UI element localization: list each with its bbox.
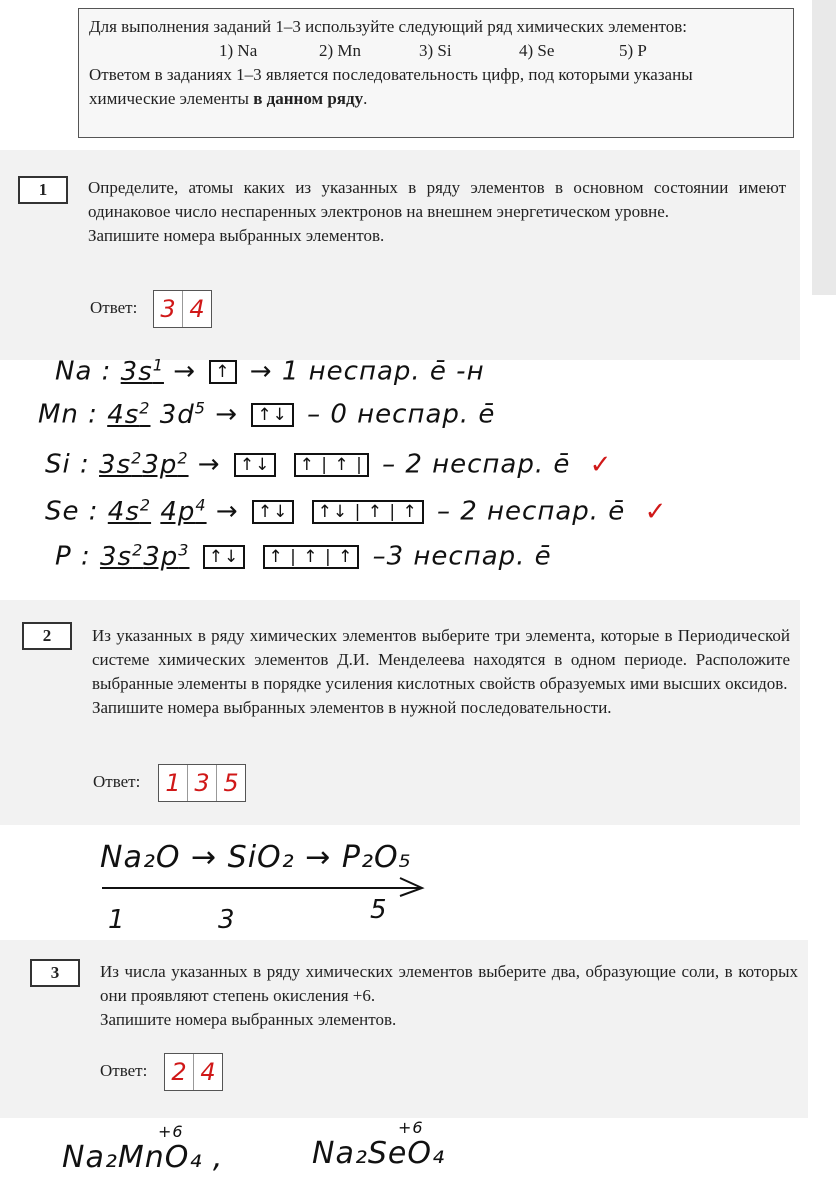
check-mark-icon: ✓: [589, 449, 613, 480]
check-mark-icon: ✓: [644, 496, 668, 527]
arrow-icon: [100, 870, 440, 900]
note-si: Si : $3s^23p^2$ → ↑↓ ↑ | ↑ | – 2 неспар. ē ✓: [45, 448, 613, 480]
task2-answer-cell[interactable]: 5: [223, 769, 239, 797]
element-2: 2) Mn: [319, 41, 362, 60]
task1-number: 1: [18, 176, 68, 204]
note-num-3: 3: [218, 905, 236, 935]
task1-answer-label: Ответ:: [90, 298, 138, 317]
task1-answer-field[interactable]: [153, 290, 212, 328]
note-num-1: 1: [108, 905, 126, 935]
intro-line2: Ответом в заданиях 1–3 является последовательность цифр, под которыми указаны химические элементы в данном ряду.: [89, 65, 693, 108]
note-p: P : $3s^23p^3$ ↑↓ ↑ | ↑ | ↑ –3 неспар. ē: [55, 540, 552, 572]
task2-answer-cell[interactable]: 3: [188, 765, 217, 801]
note-oxide-chain: Na₂O → SiO₂ → P₂O₅: [100, 840, 412, 875]
element-list: [89, 39, 783, 63]
task2-text: Из указанных в ряду химических элементов выберите три элемента, которые в Периодической системе химических элементов Д.И. Менделеева находятся в одном периоде. Расположите выбранные элементы в порядке усиления кислотных свойств образуемых ими высших оксидов. Запишите номера выбранных элементов в нужной последовательности.: [92, 624, 790, 720]
intro-bold: в данном ряду: [253, 89, 364, 108]
task2-answer-field[interactable]: [158, 764, 246, 802]
note-oxidation-1: +6: [158, 1122, 184, 1141]
note-formula-2: Na₂SeO₄: [312, 1136, 445, 1171]
note-se: Se : $4s^2$ $4p^4$ → ↑↓ ↑↓ | ↑ | ↑ – 2 неспар. ē ✓: [45, 495, 668, 527]
note-num-5: 5: [370, 895, 388, 925]
task3-answer-cell[interactable]: 4: [200, 1058, 216, 1086]
element-4: 4) Se: [519, 41, 555, 60]
task3-answer-cell[interactable]: 2: [165, 1054, 194, 1090]
task2-answer-label: Ответ:: [93, 772, 141, 791]
intro-line1: Для выполнения заданий 1–3 используйте следующий ряд химических элементов:: [89, 17, 687, 36]
task3-number: 3: [30, 959, 80, 987]
note-mn: Mn : $4s^2$ $3d^5$ → ↑↓ – 0 неспар. ē: [38, 398, 496, 430]
task3-instruction: Запишите номера выбранных элементов.: [100, 1010, 397, 1029]
element-5: 5) P: [619, 41, 647, 60]
task3-answer-field[interactable]: [164, 1053, 223, 1091]
element-3: 3) Si: [419, 41, 452, 60]
element-1: 1) Na: [219, 41, 258, 60]
note-formula-1: Na₂MnO₄ ,: [62, 1140, 224, 1175]
task2-instruction: Запишите номера выбранных элементов в нужной последовательности.: [92, 698, 612, 717]
note-na: Na : $3s^1$ → ↑ → 1 неспар. ē -н: [55, 355, 485, 387]
task1-text: Определите, атомы каких из указанных в ряду элементов в основном состоянии имеют одинаковое число неспаренных электронов на внешнем энергетическом уровне. Запишите номера выбранных элементов.: [88, 176, 786, 248]
task2-answer-cell[interactable]: 1: [159, 765, 188, 801]
task1-instruction: Запишите номера выбранных элементов.: [88, 226, 385, 245]
task1-answer-cell[interactable]: 3: [154, 291, 183, 327]
task1-answer-cell[interactable]: 4: [189, 295, 205, 323]
note-oxidation-2: +6: [398, 1118, 424, 1137]
task3-answer-label: Ответ:: [100, 1061, 148, 1080]
scan-edge: [812, 0, 836, 295]
task2-number: 2: [22, 622, 72, 650]
intro-box: [78, 8, 794, 138]
task3-text: Из числа указанных в ряду химических элементов выберите два, образующие соли, в которых они проявляют степень окисления +6. Запишите номера выбранных элементов.: [100, 960, 798, 1032]
